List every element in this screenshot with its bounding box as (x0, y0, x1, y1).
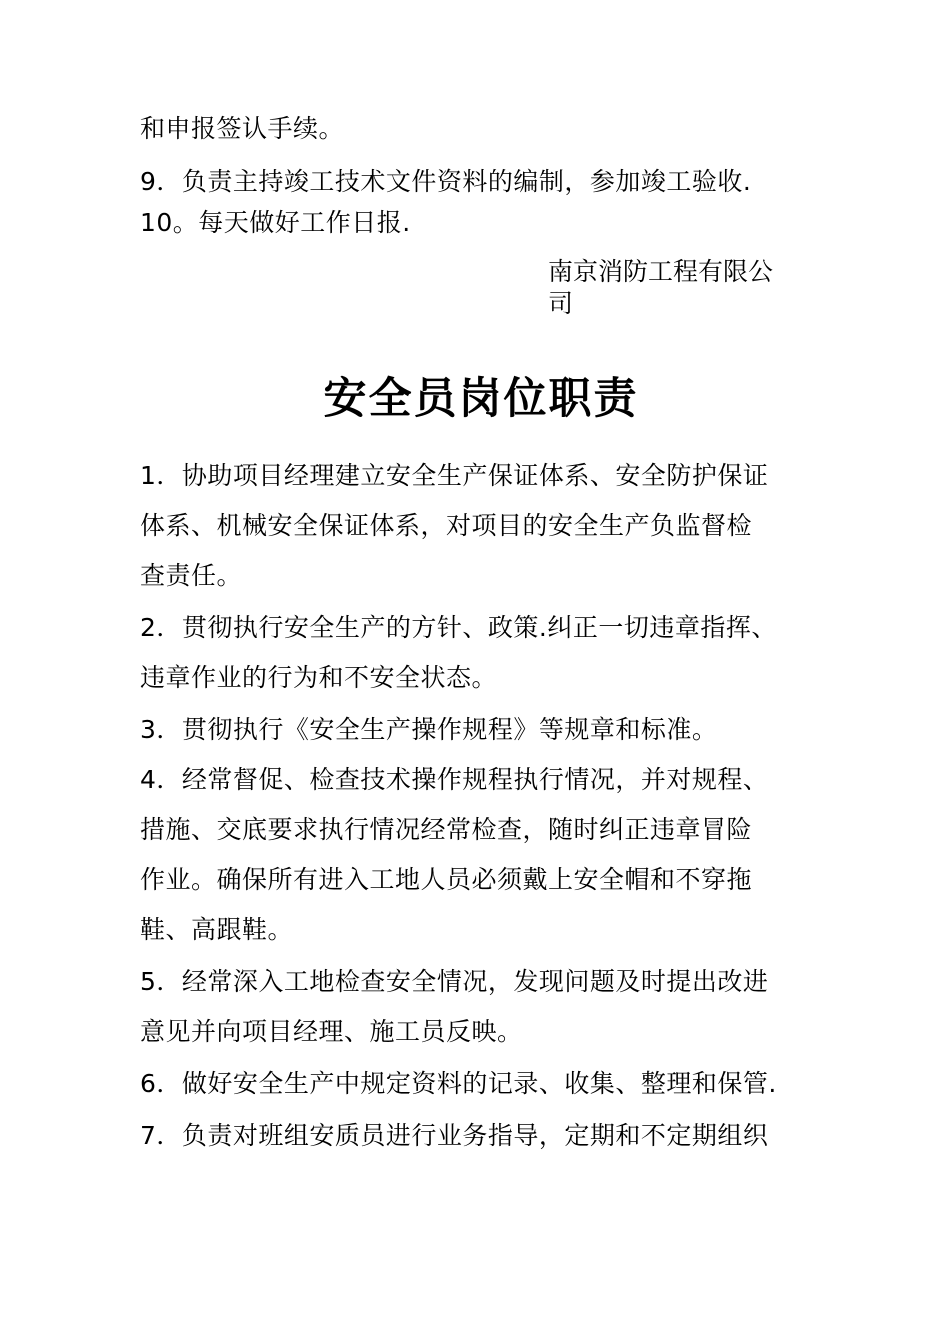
company-name: 南京消防工程有限公 (548, 257, 774, 286)
text-line: 7．负责对班组安质员进行业务指导，定期和不定期组织 (140, 1121, 769, 1150)
text-line: 鞋、高跟鞋。 (140, 915, 294, 944)
text-line: 6．做好安全生产中规定资料的记录、收集、整理和保管. (140, 1069, 777, 1098)
text-line: 作业。确保所有进入工地人员必须戴上安全帽和不穿拖 (140, 865, 753, 894)
text-line: 10。每天做好工作日报. (140, 208, 411, 237)
text-line: 违章作业的行为和不安全状态。 (140, 663, 498, 692)
text-line: 3．贯彻执行《安全生产操作规程》等规章和标准。 (140, 715, 718, 744)
text-line: 和申报签认手续。 (140, 114, 345, 143)
text-line: 体系、机械安全保证体系，对项目的安全生产负监督检 (140, 511, 753, 540)
text-line: 1．协助项目经理建立安全生产保证体系、安全防护保证 (140, 461, 769, 490)
text-line: 意见并向项目经理、施工员反映。 (140, 1017, 523, 1046)
company-name-continued: 司 (548, 289, 574, 318)
text-line: 9．负责主持竣工技术文件资料的编制，参加竣工验收. (140, 167, 752, 196)
text-line: 5．经常深入工地检查安全情况，发现问题及时提出改进 (140, 967, 769, 996)
text-line: 措施、交底要求执行情况经常检查，随时纠正违章冒险 (140, 815, 753, 844)
text-line: 4．经常督促、检查技术操作规程执行情况，并对规程、 (140, 765, 769, 794)
section-title: 安全员岗位职责 (323, 374, 639, 424)
text-line: 2．贯彻执行安全生产的方针、政策.纠正一切违章指挥、 (140, 613, 777, 642)
text-line: 查责任。 (140, 561, 243, 590)
